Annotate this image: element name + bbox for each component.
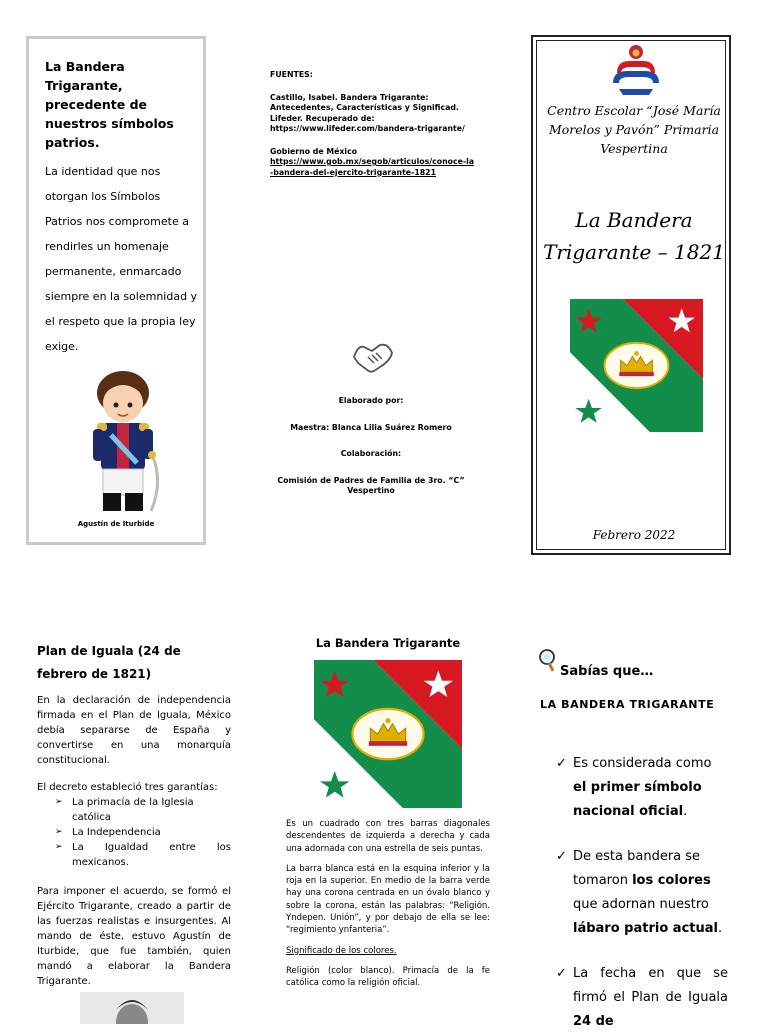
fact-2-end: . xyxy=(717,921,723,936)
portrait-image xyxy=(80,992,184,1024)
sources-block xyxy=(270,70,475,178)
school-name: Centro Escolar “José María Morelos y Pavón” Primaria Vespertina xyxy=(547,103,721,156)
intro-body: La identidad que nos otorgan los Símbolos Patrios nos compromete a rendirles un homenaje permanente, enmarcado siempre en la solemnidad y el respeto que la propia ley exige. xyxy=(45,165,198,353)
magnifier-icon xyxy=(537,648,559,672)
check-icon: ✓ xyxy=(556,756,567,771)
fact-2-bold-1: los colores xyxy=(632,873,711,888)
guarantees-list xyxy=(37,795,231,870)
check-icon: ✓ xyxy=(556,966,567,981)
guarantee-item: ➢ La primacía de la Iglesia católica xyxy=(55,795,231,825)
fact-3 xyxy=(556,962,728,1034)
fact-2 xyxy=(556,845,728,941)
plan-paragraph-3: Para imponer el acuerdo, se formó el Ejército Trigarante, creado a partir de las fuerzas realistas e insurgentes. Al mando de éste, estuvo Agustín de Iturbide, que fue también, quien mandó a elaborar la Bandera Trigarante. xyxy=(37,886,231,987)
plan-paragraph-2: El decreto estableció tres garantías: xyxy=(37,782,218,793)
fact-2-bold-2: lábaro patrio actual xyxy=(573,921,718,936)
plan-paragraph-1: En la declaración de independencia firmada en el Plan de Iguala, México debía separarse de España y convertirse en una monarquía constitucional. xyxy=(37,695,231,766)
fact-1-text: Es considerada como xyxy=(573,756,712,771)
sources-heading: FUENTES: xyxy=(270,70,313,79)
fact-2-text: De esta bandera se tomaron xyxy=(573,849,701,888)
cover-panel xyxy=(531,35,731,555)
collab-name: Comisión de Padres de Familia de 3ro. “C” Vespertino xyxy=(277,475,465,495)
collab-label: Colaboración: xyxy=(340,449,402,458)
trigarante-flag xyxy=(314,660,462,808)
guarantee-item: ➢ La Igualdad entre los mexicanos. xyxy=(55,840,231,870)
fact-1-end: . xyxy=(683,804,688,819)
iturbide-caption: Agustín de Iturbide xyxy=(77,520,155,528)
cover-title: La Bandera Trigarante – 1821 xyxy=(543,208,725,264)
fact-1 xyxy=(556,752,728,824)
source-1-link[interactable]: https://www.lifeder.com/bandera-trigarante/ xyxy=(270,124,465,133)
trigarante-flag-cover xyxy=(570,299,703,432)
plan-iguala-block xyxy=(37,640,231,989)
cover-date: Febrero 2022 xyxy=(592,528,676,542)
plan-heading: Plan de Iguala (24 de febrero de 1821) xyxy=(37,644,181,681)
intro-title: La Bandera Trigarante, precedente de nuestros símbolos patrios. xyxy=(45,59,174,150)
sabias-heading: Sabías que… xyxy=(560,664,654,679)
source-1-text: Castillo, Isabel. Bandera Trigarante: Antecedentes, Características y Significad. Lifeder. Recuperado de: xyxy=(270,92,459,123)
flag-section-title: La Bandera Trigarante xyxy=(315,636,461,650)
intro-panel xyxy=(26,36,206,545)
made-by-name: Maestra: Blanca Lilia Suárez Romero xyxy=(290,422,452,432)
description-2: La barra blanca está en la esquina inferior y la roja en la superior. En medio de la barra verde hay una corona centrada en un óvalo blanco y sobre la corona, están las palabras: “Religión. Yndepen. Unión”, y por debajo de ella se lee: “regimiento ynfanteria”. xyxy=(286,863,490,936)
fact-3-text: La fecha en que se firmó el Plan de Iguala xyxy=(573,966,728,1005)
source-2-label: Gobierno de México xyxy=(270,146,358,156)
iturbide-illustration xyxy=(77,363,173,515)
fact-1-bold: el primer símbolo nacional oficial xyxy=(573,780,702,819)
cover-inner-frame xyxy=(536,40,726,550)
check-icon: ✓ xyxy=(556,849,567,864)
description-3: Religión (color blanco). Primacía de la fe católica como la religión oficial. xyxy=(286,965,490,989)
sabias-subheading: LA BANDERA TRIGARANTE xyxy=(540,698,715,711)
source-2-link[interactable]: https://www.gob.mx/segob/articulos/conoce-la-bandera-del-ejercito-trigarante-1821 xyxy=(270,157,475,177)
flag-description xyxy=(286,818,490,998)
fact-2-text-2: que adornan nuestro xyxy=(573,897,709,912)
credits-block xyxy=(266,396,476,513)
fact-3-bold: 24 de xyxy=(573,1014,614,1029)
handshake-icon xyxy=(350,335,396,375)
colors-heading: Significado de los colores. xyxy=(286,945,397,956)
description-1: Es un cuadrado con tres barras diagonales descendentes de izquierda a derecha y cada una adornada con una estrella de seis puntas. xyxy=(286,819,490,854)
guarantee-item: ➢ La Independencia xyxy=(55,825,231,840)
school-logo-icon xyxy=(609,43,663,99)
made-by-label: Elaborado por: xyxy=(338,396,404,405)
